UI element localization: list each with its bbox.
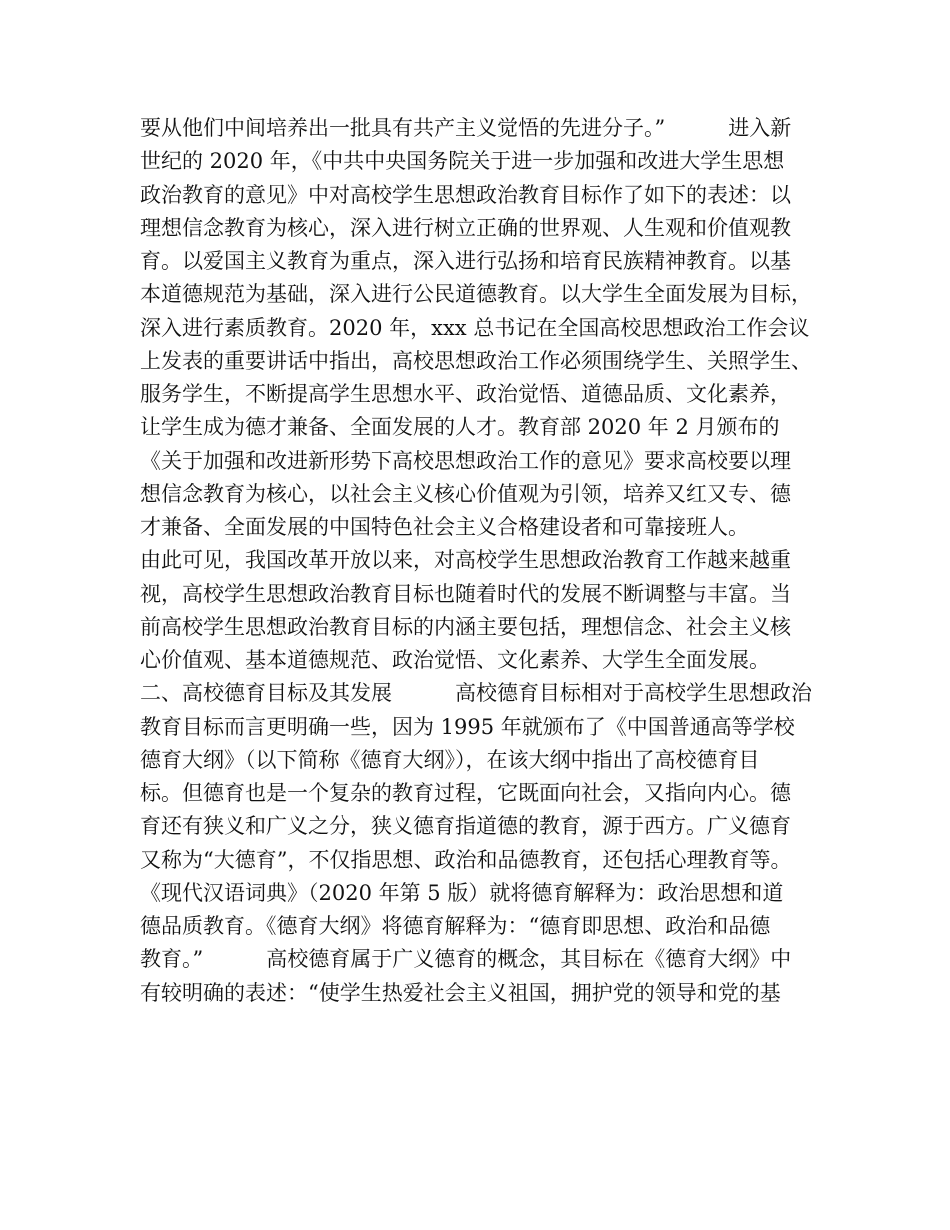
section-heading-line: 二、高校德育目标及其发展 高校德育目标相对于高校学生思想政治	[140, 681, 812, 706]
text-line: 教育目标而言更明确一些，因为 1995 年就颁布了《中国普通高等学校	[140, 714, 795, 739]
text-line: 上发表的重要讲话中指出，高校思想政治工作必须围绕学生、关照学生、	[140, 348, 812, 373]
text-line: 要从他们中间培养出一批具有共产主义觉悟的先进分子。” 进入新	[140, 116, 792, 140]
text-line: 想信念教育为核心，以社会主义核心价值观为引领，培养又红又专、德	[140, 481, 791, 506]
text-line: 有较明确的表述：“使学生热爱社会主义祖国，拥护党的领导和党的基	[140, 980, 781, 1005]
text-line: 理想信念教育为核心，深入进行树立正确的世界观、人生观和价值观教	[140, 215, 791, 240]
body-text	[140, 112, 830, 1010]
text-line: 让学生成为德才兼备、全面发展的人才。教育部 2020 年 2 月颁布的	[140, 415, 780, 440]
text-line: 又称为“大德育”，不仅指思想、政治和品德教育，还包括心理教育等。	[140, 847, 792, 872]
text-line: 心价值观、基本道德规范、政治觉悟、文化素养、大学生全面发展。	[140, 648, 770, 672]
text-line: 德育大纲》（以下简称《德育大纲》），在该大纲中指出了高校德育目	[140, 747, 760, 772]
text-line: 服务学生，不断提高学生思想水平、政治觉悟、道德品质、文化素养，	[140, 382, 791, 406]
text-line: 育。以爱国主义教育为重点，深入进行弘扬和培育民族精神教育。以基	[140, 249, 791, 273]
text-line: 由此可见，我国改革开放以来，对高校学生思想政治教育工作越来越重	[140, 548, 791, 573]
text-line: 育还有狭义和广义之分，狭义德育指道德的教育，源于西方。广义德育	[140, 814, 791, 839]
text-line: 政治教育的意见》中对高校学生思想政治教育目标作了如下的表述：以	[140, 182, 791, 207]
text-line: 才兼备、全面发展的中国特色社会主义合格建设者和可靠接班人。	[140, 515, 749, 539]
text-line: 前高校学生思想政治教育目标的内涵主要包括，理想信念、社会主义核	[140, 614, 791, 639]
text-line: 世纪的 2020 年，《中共中央国务院关于进一步加强和改进大学生思想	[140, 149, 785, 174]
text-line: 视，高校学生思想政治教育目标也随着时代的发展不断调整与丰富。当	[140, 581, 791, 606]
text-line: 标。但德育也是一个复杂的教育过程，它既面向社会，又指向内心。德	[140, 781, 791, 805]
text-line: 《现代汉语词典》（2020 年第 5 版）就将德育解释为：政治思想和道	[140, 880, 784, 905]
text-line: 《关于加强和改进新形势下高校思想政治工作的意见》要求高校要以理	[140, 448, 791, 473]
text-line: 教育。” 高校德育属于广义德育的概念，其目标在《德育大纲》中	[140, 947, 792, 972]
text-line: 德品质教育。《德育大纲》将德育解释为：“德育即思想、政治和品德	[140, 914, 771, 938]
text-line: 深入进行素质教育。2020 年，xxx 总书记在全国高校思想政治工作会议	[140, 315, 810, 340]
text-line: 本道德规范为基础，深入进行公民道德教育。以大学生全面发展为目标，	[140, 282, 812, 307]
